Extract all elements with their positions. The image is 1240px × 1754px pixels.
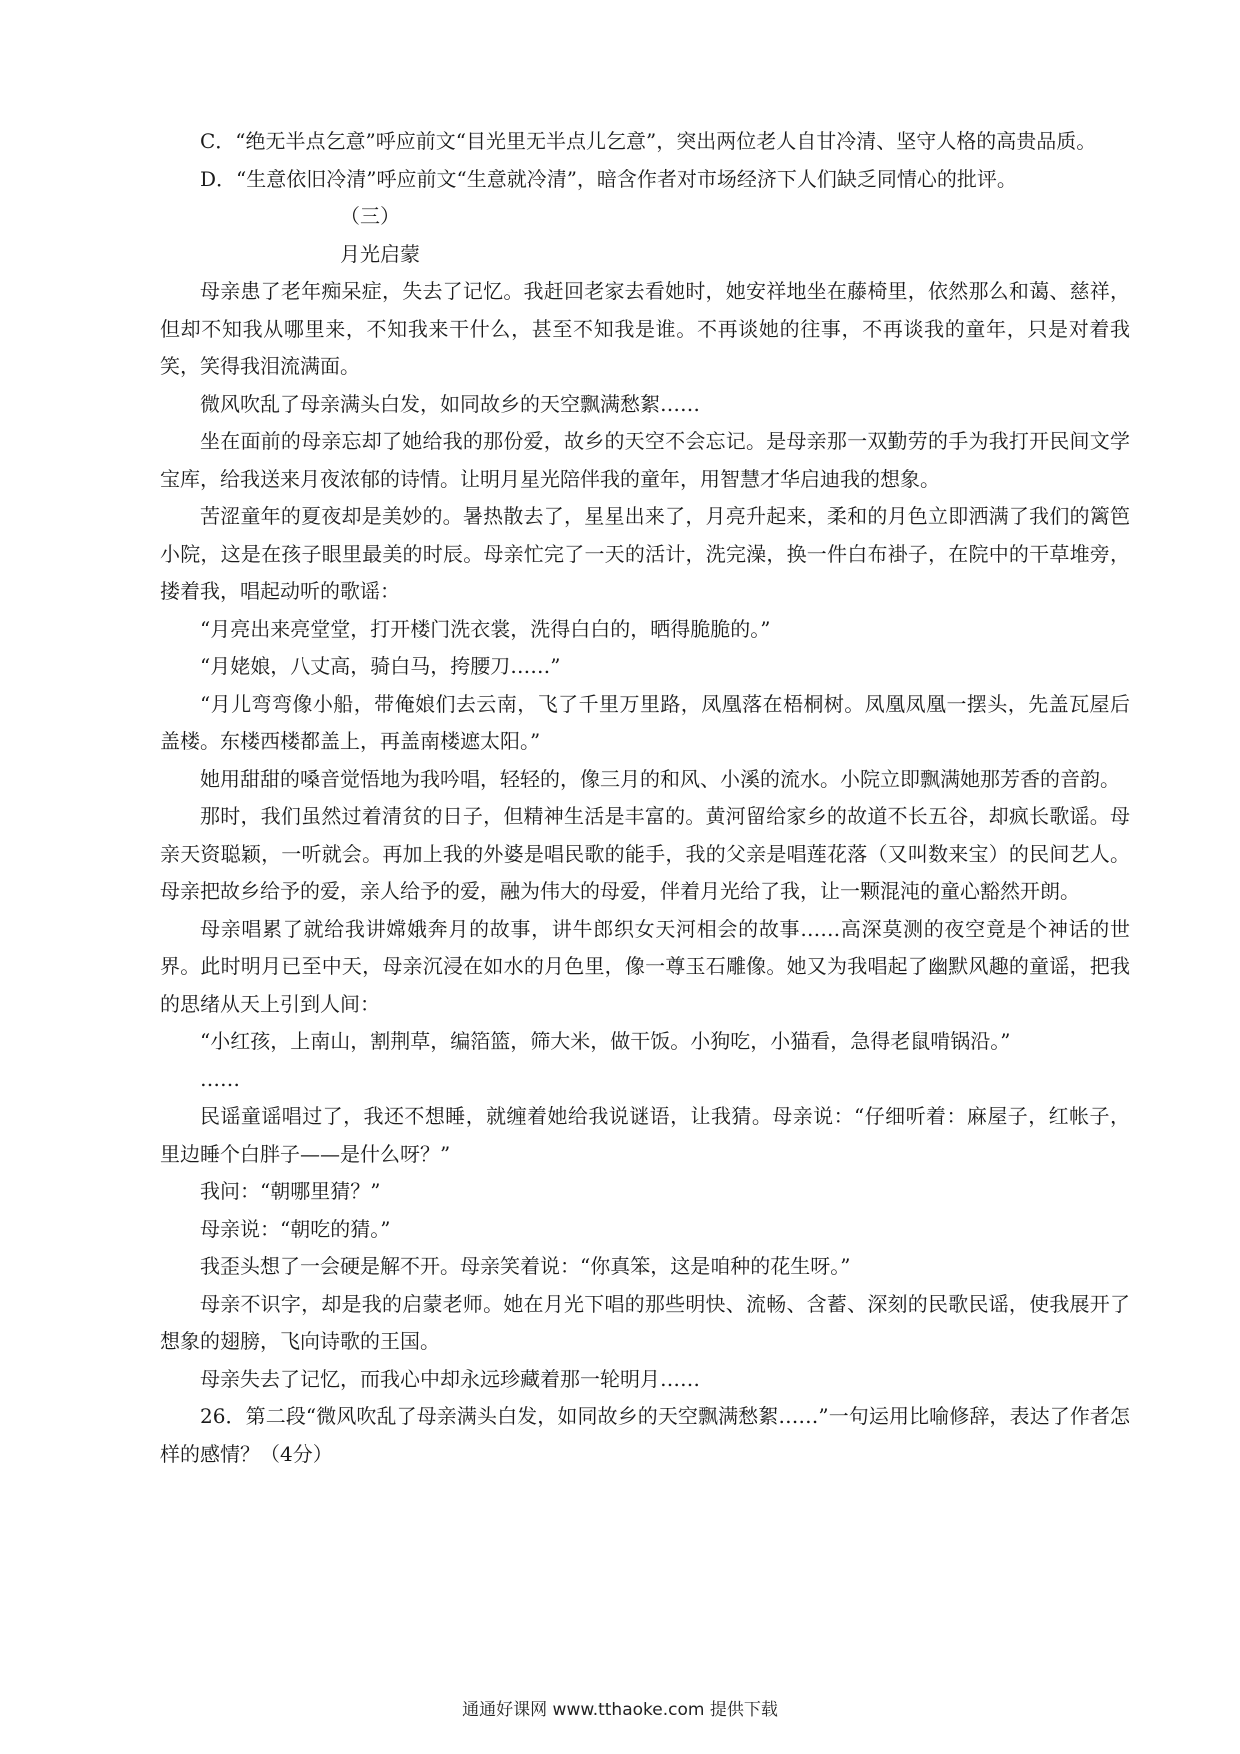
option-d: D．“生意依旧冷清”呼应前文“生意就冷清”，暗含作者对市场经济下人们缺乏同情心的批评。	[200, 166, 1017, 191]
section-title: 月光启蒙	[340, 241, 420, 266]
dialogue-line: 我歪头想了一会硬是解不开。母亲笑着说：“你真笨，这是咱种的花生呀。”	[200, 1254, 851, 1278]
paragraph: 她用甜甜的嗓音觉悟地为我吟唱，轻轻的，像三月的和风、小溪的流水。小院立即飘满她那芳香的音韵。	[200, 766, 1120, 791]
paragraph: 母亲患了老年痴呆症，失去了记忆。我赶回老家去看她时，她安祥地坐在藤椅里，依然那么和蔼、慈祥，但却不知我从哪里来，不知我来干什么，甚至不知我是谁。不再谈她的往事，不再谈我的童年，只是对着我笑，笑得我泪流满面。	[160, 279, 1130, 378]
ellipsis-line: ……	[200, 1066, 240, 1091]
paragraph: 苦涩童年的夏夜却是美妙的。暑热散去了，星星出来了，月亮升起来，柔和的月色立即洒满了我们的篱笆小院，这是在孩子眼里最美的时辰。母亲忙完了一天的活计，洗完澡，换一件白布褂子，在院中的干草堆旁，搂着我，唱起动听的歌谣：	[160, 504, 1130, 603]
song-quote: “月姥娘，八丈高，骑白马，挎腰刀……”	[200, 654, 561, 678]
paragraph: 民谣童谣唱过了，我还不想睡，就缠着她给我说谜语，让我猜。母亲说：“仔细听着：麻屋子，红帐子，里边睡个白胖子——是什么呀？”	[160, 1104, 1130, 1166]
dialogue-line: 母亲说：“朝吃的猜。”	[200, 1216, 391, 1241]
footer-download-note: 通通好课网 www.tthaoke.com 提供下载	[462, 1700, 778, 1720]
document-body	[160, 123, 1130, 1473]
song-quote: “小红孩，上南山，割荆草，编箔篮，筛大米，做干饭。小狗吃，小猫看，急得老鼠啃锅沿。”	[200, 1029, 1011, 1053]
paragraph: 坐在面前的母亲忘却了她给我的那份爱，故乡的天空不会忘记。是母亲那一双勤劳的手为我打开民间文学宝库，给我送来月夜浓郁的诗情。让明月星光陪伴我的童年，用智慧才华启迪我的想象。	[160, 429, 1130, 491]
paragraph: 微风吹乱了母亲满头白发，如同故乡的天空飘满愁絮……	[200, 391, 700, 416]
paragraph: 那时，我们虽然过着清贫的日子，但精神生活是丰富的。黄河留给家乡的故道不长五谷，却疯长歌谣。母亲天资聪颖，一听就会。再加上我的外婆是唱民歌的能手，我的父亲是唱莲花落（又叫数来宝）的民间艺人。母亲把故乡给予的爱，亲人给予的爱，融为伟大的母爱，伴着月光给了我，让一颗混沌的童心豁然开朗。	[160, 804, 1130, 903]
song-quote: “月亮出来亮堂堂，打开楼门洗衣裳，洗得白白的，晒得脆脆的。”	[200, 616, 771, 641]
paragraph: 母亲唱累了就给我讲嫦娥奔月的故事，讲牛郎织女天河相会的故事……高深莫测的夜空竟是个神话的世界。此时明月已至中天，母亲沉浸在如水的月色里，像一尊玉石雕像。她又为我唱起了幽默风趣的童谣，把我的思绪从天上引到人间：	[160, 916, 1130, 1016]
section-number: （三）	[340, 204, 400, 228]
option-c: C．“绝无半点乞意”呼应前文“目光里无半点儿乞意”，突出两位老人自甘冷清、坚守人格的高贵品质。	[200, 129, 1097, 153]
paragraph: 母亲失去了记忆，而我心中却永远珍藏着那一轮明月……	[200, 1366, 700, 1391]
song-quote: “月儿弯弯像小船，带俺娘们去云南，飞了千里万里路，凤凰落在梧桐树。凤凰凤凰一摆头，先盖瓦屋后盖楼。东楼西楼都盖上，再盖南楼遮太阳。”	[160, 691, 1130, 753]
dialogue-line: 我问：“朝哪里猜？”	[200, 1179, 381, 1203]
question-26: 26．第二段“微风吹乱了母亲满头白发，如同故乡的天空飘满愁絮……”一句运用比喻修辞，表达了作者怎样的感情？（4分）	[160, 1404, 1130, 1466]
paragraph: 母亲不识字，却是我的启蒙老师。她在月光下唱的那些明快、流畅、含蓄、深刻的民歌民谣，使我展开了想象的翅膀，飞向诗歌的王国。	[160, 1291, 1130, 1353]
